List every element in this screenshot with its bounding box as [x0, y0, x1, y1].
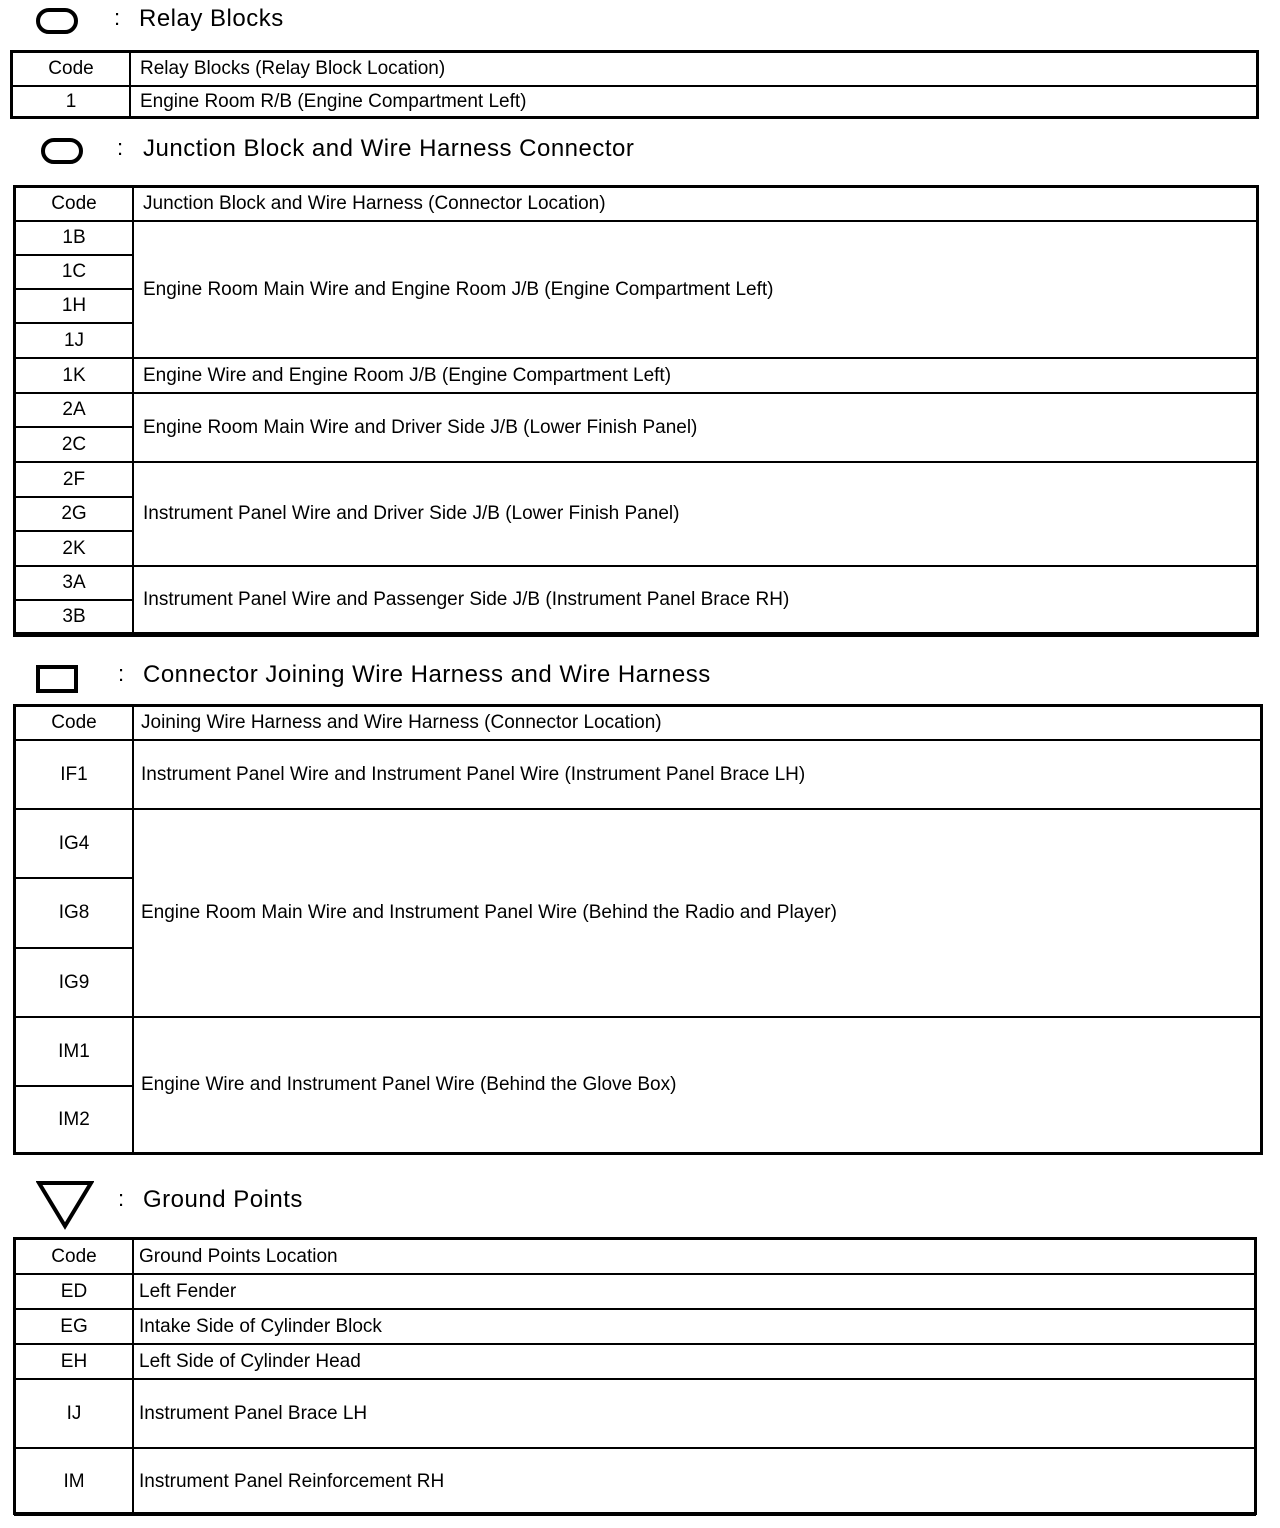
- connector-code: 1C: [15, 255, 133, 289]
- relay-blocks-table: [11, 51, 1258, 119]
- ground-points-table: [14, 1238, 1256, 1516]
- table-row: [15, 1017, 1261, 1086]
- relay-code: 1: [12, 86, 130, 118]
- code-header: Code: [15, 706, 133, 740]
- connector-code: 2K: [15, 531, 133, 566]
- table-row: [15, 740, 1261, 809]
- connector-code: IG8: [15, 878, 133, 948]
- connector-code: IF1: [15, 740, 133, 809]
- connector-code: IM2: [15, 1086, 133, 1153]
- table-row: [15, 1379, 1255, 1448]
- ground-location: Left Side of Cylinder Head: [133, 1344, 1255, 1379]
- junction-block-title: Junction Block and Wire Harness Connector: [143, 135, 635, 162]
- rounded-rectangle-icon: [36, 8, 78, 34]
- connector-code: 1K: [15, 358, 133, 393]
- table-row: [15, 1344, 1255, 1379]
- relay-blocks-title: Relay Blocks: [139, 5, 284, 32]
- table-row: [15, 566, 1257, 600]
- connector-code: 2G: [15, 497, 133, 531]
- code-header: Code: [12, 52, 130, 86]
- ground-location: Instrument Panel Reinforcement RH: [133, 1448, 1255, 1515]
- connector-location: Engine Room Main Wire and Engine Room J/B (Engine Compartment Left): [133, 221, 1257, 358]
- connector-location: Engine Room Main Wire and Instrument Panel Wire (Behind the Radio and Player): [133, 809, 1261, 1017]
- table-header-row: [12, 52, 1257, 86]
- connector-code: IG9: [15, 948, 133, 1017]
- connector-code: 3B: [15, 600, 133, 633]
- ground-code: EH: [15, 1344, 133, 1379]
- table-row: [15, 393, 1257, 427]
- connector-location: Instrument Panel Wire and Driver Side J/B (Lower Finish Panel): [133, 462, 1257, 566]
- ground-location: Instrument Panel Brace LH: [133, 1379, 1255, 1448]
- connector-code: IM1: [15, 1017, 133, 1086]
- ground-location: Intake Side of Cylinder Block: [133, 1309, 1255, 1344]
- table-row: [15, 1309, 1255, 1344]
- junction-block-heading: [41, 134, 721, 174]
- code-header: Code: [15, 1239, 133, 1274]
- table-header-row: [15, 706, 1261, 740]
- ground-location: Left Fender: [133, 1274, 1255, 1309]
- relay-location: Engine Room R/B (Engine Compartment Left): [130, 86, 1257, 118]
- junction-block-table: [14, 186, 1258, 634]
- connector-location: Engine Wire and Instrument Panel Wire (Behind the Glove Box): [133, 1017, 1261, 1153]
- ground-code: ED: [15, 1274, 133, 1309]
- connector-code: 2C: [15, 427, 133, 462]
- rounded-rectangle-icon: [41, 138, 83, 164]
- triangle-down-icon: [36, 1180, 94, 1230]
- table-row: [15, 358, 1257, 393]
- table-row: [15, 221, 1257, 255]
- connector-joining-title: Connector Joining Wire Harness and Wire Harness: [143, 661, 711, 688]
- connector-location: Engine Wire and Engine Room J/B (Engine Compartment Left): [133, 358, 1257, 393]
- ground-points-title: Ground Points: [143, 1186, 303, 1213]
- connector-code: 2A: [15, 393, 133, 427]
- location-header: Relay Blocks (Relay Block Location): [130, 52, 1257, 86]
- connector-code: 2F: [15, 462, 133, 497]
- ground-code: IM: [15, 1448, 133, 1515]
- code-header: Code: [15, 187, 133, 221]
- location-header: Junction Block and Wire Harness (Connector Location): [133, 187, 1257, 221]
- heading-colon: :: [118, 1186, 125, 1211]
- location-header: Ground Points Location: [133, 1239, 1255, 1274]
- ground-code: IJ: [15, 1379, 133, 1448]
- table-header-row: [15, 187, 1257, 221]
- table-row: [12, 86, 1257, 118]
- heading-colon: :: [117, 135, 124, 160]
- square-icon: [36, 665, 78, 693]
- heading-colon: :: [114, 5, 121, 30]
- connector-code: 3A: [15, 566, 133, 600]
- connector-location: Engine Room Main Wire and Driver Side J/B (Lower Finish Panel): [133, 393, 1257, 462]
- connector-joining-table: [14, 705, 1262, 1154]
- connector-code: 1B: [15, 221, 133, 255]
- connector-code: 1H: [15, 289, 133, 323]
- location-header: Joining Wire Harness and Wire Harness (Connector Location): [133, 706, 1261, 740]
- connector-location: Instrument Panel Wire and Passenger Side J/B (Instrument Panel Brace RH): [133, 566, 1257, 633]
- connector-code: 1J: [15, 323, 133, 358]
- connector-code: IG4: [15, 809, 133, 878]
- table-row: [15, 809, 1261, 878]
- table-row: [15, 1274, 1255, 1309]
- table-header-row: [15, 1239, 1255, 1274]
- relay-blocks-heading: [36, 4, 436, 44]
- table-row: [15, 1448, 1255, 1515]
- heading-colon: :: [118, 661, 125, 686]
- ground-code: EG: [15, 1309, 133, 1344]
- ground-points-heading: [36, 1180, 356, 1230]
- table-row: [15, 462, 1257, 497]
- connector-joining-heading: [36, 660, 796, 700]
- connector-location: Instrument Panel Wire and Instrument Panel Wire (Instrument Panel Brace LH): [133, 740, 1261, 809]
